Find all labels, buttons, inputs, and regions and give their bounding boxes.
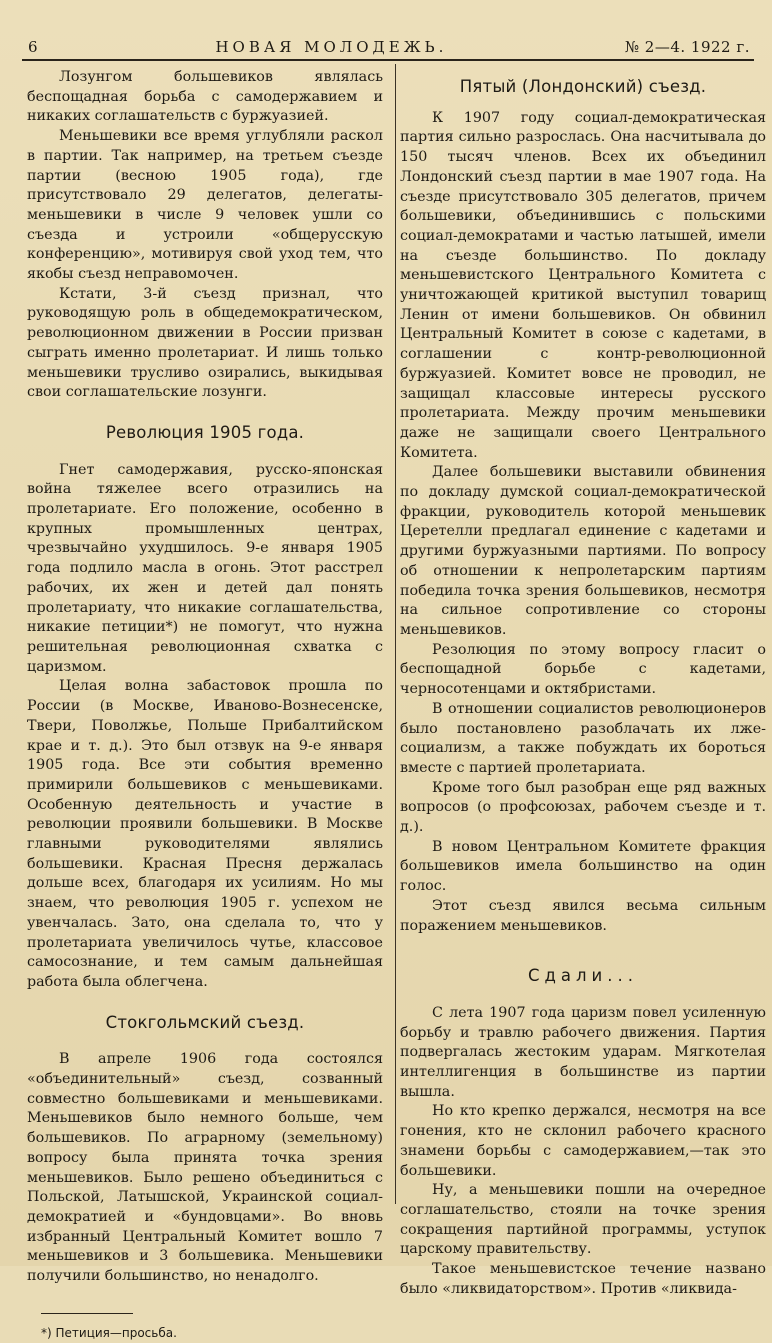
footnote: *) Петиция—просьба. — [41, 1325, 177, 1340]
right-column — [400, 68, 766, 1299]
paragraph: В новом Центральном Комитете фракция большевиков имела большинство на один голос. — [400, 838, 766, 895]
paragraph: Кстати, 3-й съезд признал, что руководящую роль в общедемократическом, революционном движении в России призван сыграть именно пролетариат. И лишь только меньшевики трусливо озирались, выкидывая свои соглашательские лозунги. — [27, 285, 383, 401]
section-heading-revolution-1905: Революция 1905 года. — [105, 422, 305, 442]
section-heading-surrendered: Сдали... — [527, 966, 639, 986]
footnote-rule — [41, 1313, 133, 1314]
page-number: 6 — [28, 38, 39, 56]
paragraph: К 1907 году социал-демократическая партия сильно разрослась. Она насчитывала до 150 тысяч членов. Всех их объединил Лондонский съезд партии в мае 1907 года. На съезде присутствовало 305 делегатов, причем большевики, объединившись с польскими социал-демократами и частью латышей, имели на съезде большинство. По докладу меньшевистского Центрального Комитета с уничтожающей критикой выступил товарищ Ленин от имени большевиков. Он обвинил Центральный Комитет в союзе с кадетами, в соглашении с контр-революционной буржуазией. Комитет вовсе не проводил, не защищал классовые интересы русского пролетариата. Между прочим меньшевики даже не защищали своего Центрального Комитета. — [400, 109, 766, 461]
journal-title: НОВАЯ МОЛОДЕЖЬ. — [215, 38, 448, 56]
section-heading-stockholm-congress: Стокгольмский съезд. — [105, 1012, 305, 1032]
paragraph: С лета 1907 года царизм повел усиленную борьбу и травлю рабочего движения. Партия подвергалась жестоким ударам. Мягкотелая интеллигенция в большинстве из партии вышла. — [400, 1004, 766, 1100]
paragraph: Ну, а меньшевики пошли на очередное соглашательство, стояли на точке зрения сокращения партийной программы, уступок царскому правительству. — [400, 1182, 766, 1258]
paragraph: Но кто крепко держался, несмотря на все гонения, кто не склонил рабочего красного знамени борьбы с самодержавием,—так это большевики. — [400, 1103, 766, 1179]
paragraph: В отношении социалистов революционеров было постановлено разоблачать их лже-социализм, а также побуждать их бороться вместе с партией пролетариата. — [400, 700, 766, 776]
section-heading-london-congress: Пятый (Лондонский) съезд. — [459, 77, 707, 96]
paragraph: Меньшевики все время углубляли раскол в партии. Так например, на третьем съезде партии (весною 1905 года), где присутствовало 29 делегатов, делегаты-меньшевики в числе 9 человек ушли со съезда и устроили «общерусскую конференцию», мотивируя свой уход тем, что якобы съезд неправомочен. — [27, 128, 383, 283]
paragraph: Кроме того был разобран еще ряд важных вопросов (о профсоюзах, рабочем съезде и т. д.). — [400, 779, 766, 836]
page-header — [28, 28, 750, 56]
paragraph: Такое меньшевистское течение названо было «ликвидаторством». Против «ликвида- — [400, 1261, 766, 1297]
paragraph: Целая волна забастовок прошла по России (в Москве, Иваново-Вознесенске, Твери, Поволжье, Польше Прибалтийском крае и т. д.). Это был отзвук на 9-е января 1905 года. Все эти события временно примирили большевиков с меньшевиками. Особенную деятельность и участие в революции проявили большевики. В Москве главными руководителями являлись большевики. Красная Пресня держалась дольше всех, благодаря их усилиям. Но мы знаем, что революция 1905 г. успехом не увенчалась. Зато, она сделала то, что у пролетариата увеличилось чутье, классовое самосознание, и тем самым дальнейшая работа была облегчена. — [27, 678, 383, 990]
header-rule — [22, 59, 754, 61]
paragraph: Гнет самодержавия, русско-японская война тяжелее всего отразились на пролетариате. Его положение, особенно в крупных промышленных центрах, чрезвычайно ухудшилось. 9-е января 1905 года подлило масла в огонь. Этот расстрел рабочих, их жен и детей дал понять пролетариату, что никакие соглашательства, никакие петиции*) не помогут, что нужна решительная революционная схватка с царизмом. — [27, 461, 383, 675]
left-column — [27, 68, 383, 1343]
issue-number: № 2—4. 1922 г. — [624, 38, 750, 56]
paragraph: Этот съезд явился весьма сильным поражением меньшевиков. — [400, 897, 766, 934]
column-divider — [395, 64, 396, 1204]
paragraph: Лозунгом большевиков являлась беспощадная борьба с самодержавием и никаких соглашательств с буржуазией. — [27, 69, 383, 125]
paragraph: В апреле 1906 года состоялся «объединительный» съезд, созванный совместно большевиками и меньшевиками. Меньшевиков было немного больше, чем большевиков. По аграрному (земельному) вопросу была принята точка зрения меньшевиков. Было решено объединиться с Польской, Латышской, Украинской социал-демократией и «бундовцами». Во вновь избранный Центральный Комитет вошло 7 меньшевиков и 3 большевика. Меньшевики получили большинство, но ненадолго. — [27, 1051, 383, 1285]
paragraph: Резолюция по этому вопросу гласит о беспощадной борьбе с кадетами, черносотенцами и октябристами. — [400, 641, 766, 698]
paragraph: Далее большевики выставили обвинения по докладу думской социал-демократической фракции, руководитель которой меньшевик Церетелли предлагал единение с кадетами и другими буржуазными партиями. По вопросу об отношении к непролетарским партиям победила точка зрения большевиков, несмотря на сильное сопротивление со стороны меньшевиков. — [400, 464, 766, 638]
